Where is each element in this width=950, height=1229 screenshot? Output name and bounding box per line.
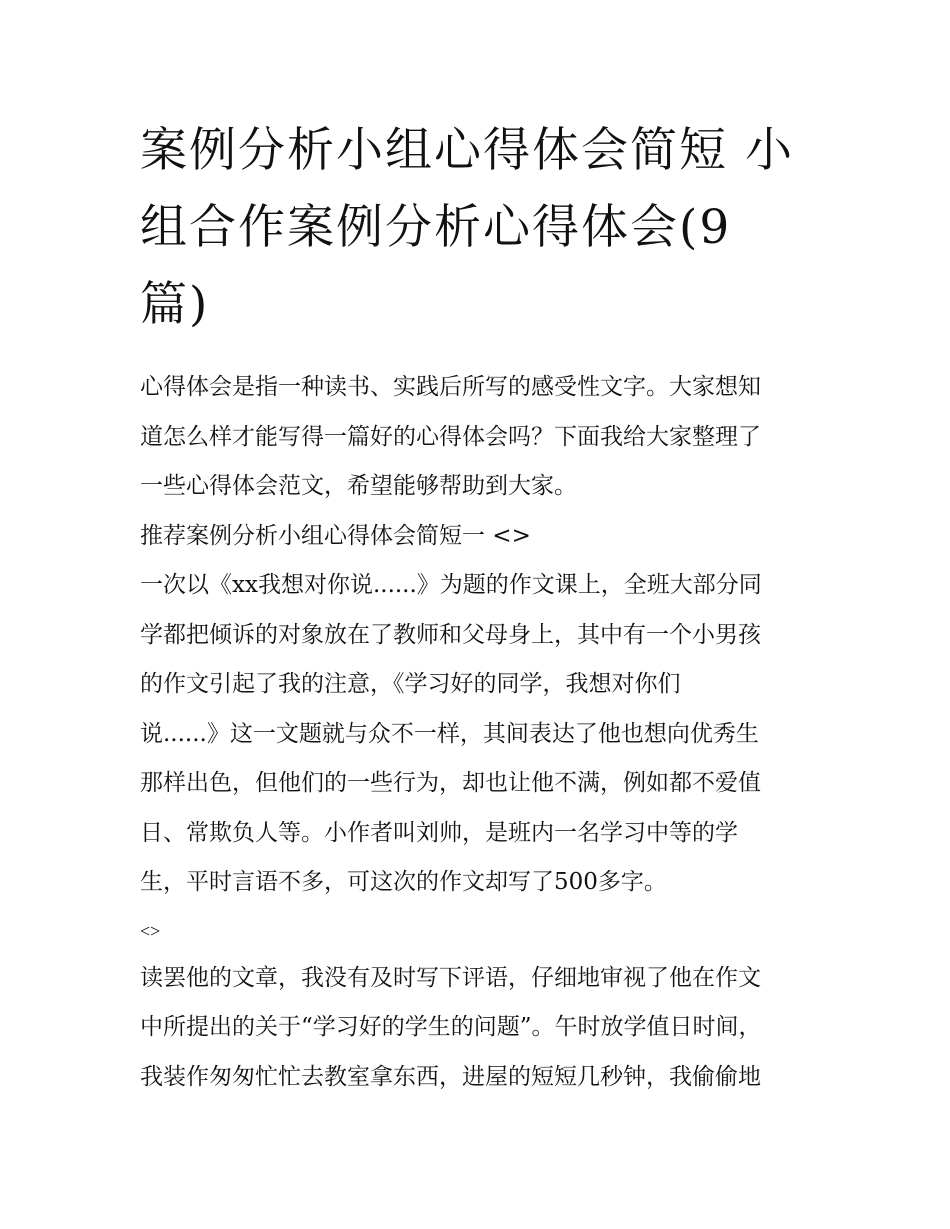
document-page xyxy=(140,112,812,1102)
text-line: 学都把倾诉的对象放在了教师和父母身上，其中有一个小男孩 xyxy=(140,621,761,648)
text-line: 推荐案例分析小组心得体会简短一 <> xyxy=(140,522,531,549)
text-line: 的作文引起了我的注意，《学习好的同学，我想对你们 xyxy=(140,671,681,697)
text-line: 心得体会是指一种读书、实践后所写的感受性文字。大家想知 xyxy=(140,374,761,400)
text-line: 一次以《xx我想对你说......》为题的作文课上，全班大部分同 xyxy=(140,572,762,598)
text-line: 读罢他的文章，我没有及时写下评语，仔细地审视了他在作文 xyxy=(140,964,761,991)
body-paragraph-1 xyxy=(140,561,812,908)
text-line: 一些心得体会范文，希望能够帮助到大家。 xyxy=(140,473,577,499)
text-line: 生，平时言语不多，可这次的作文却写了500多字。 xyxy=(140,869,667,895)
text-line: 我装作匆匆忙忙去教室拿东西，进屋的短短几秒钟，我偷偷地 xyxy=(140,1063,761,1090)
document-title xyxy=(140,112,812,343)
text-line: 日、常欺负人等。小作者叫刘帅，是班内一名学习中等的学 xyxy=(140,819,738,846)
section-marker: <> xyxy=(140,920,161,941)
title-line: 案例分析小组心得体会简短 小 xyxy=(140,123,794,178)
text-line: 说......》这一文题就与众不一样，其间表达了他也想向优秀生 xyxy=(140,720,759,747)
title-line: 组合作案例分析心得体会(9 xyxy=(140,200,732,255)
section-heading xyxy=(140,512,812,562)
intro-paragraph xyxy=(140,363,812,512)
text-line: 那样出色，但他们的一些行为，却也让他不满，例如都不爱值 xyxy=(140,770,761,796)
document-body xyxy=(140,363,812,1102)
text-line: 中所提出的关于“学习好的学生的问题”。午时放学值日时间， xyxy=(140,1014,762,1040)
text-line: 道怎么样才能写得一篇好的心得体会吗？下面我给大家整理了 xyxy=(140,423,761,450)
body-paragraph-2 xyxy=(140,954,812,1103)
title-line: 篇) xyxy=(140,277,210,332)
